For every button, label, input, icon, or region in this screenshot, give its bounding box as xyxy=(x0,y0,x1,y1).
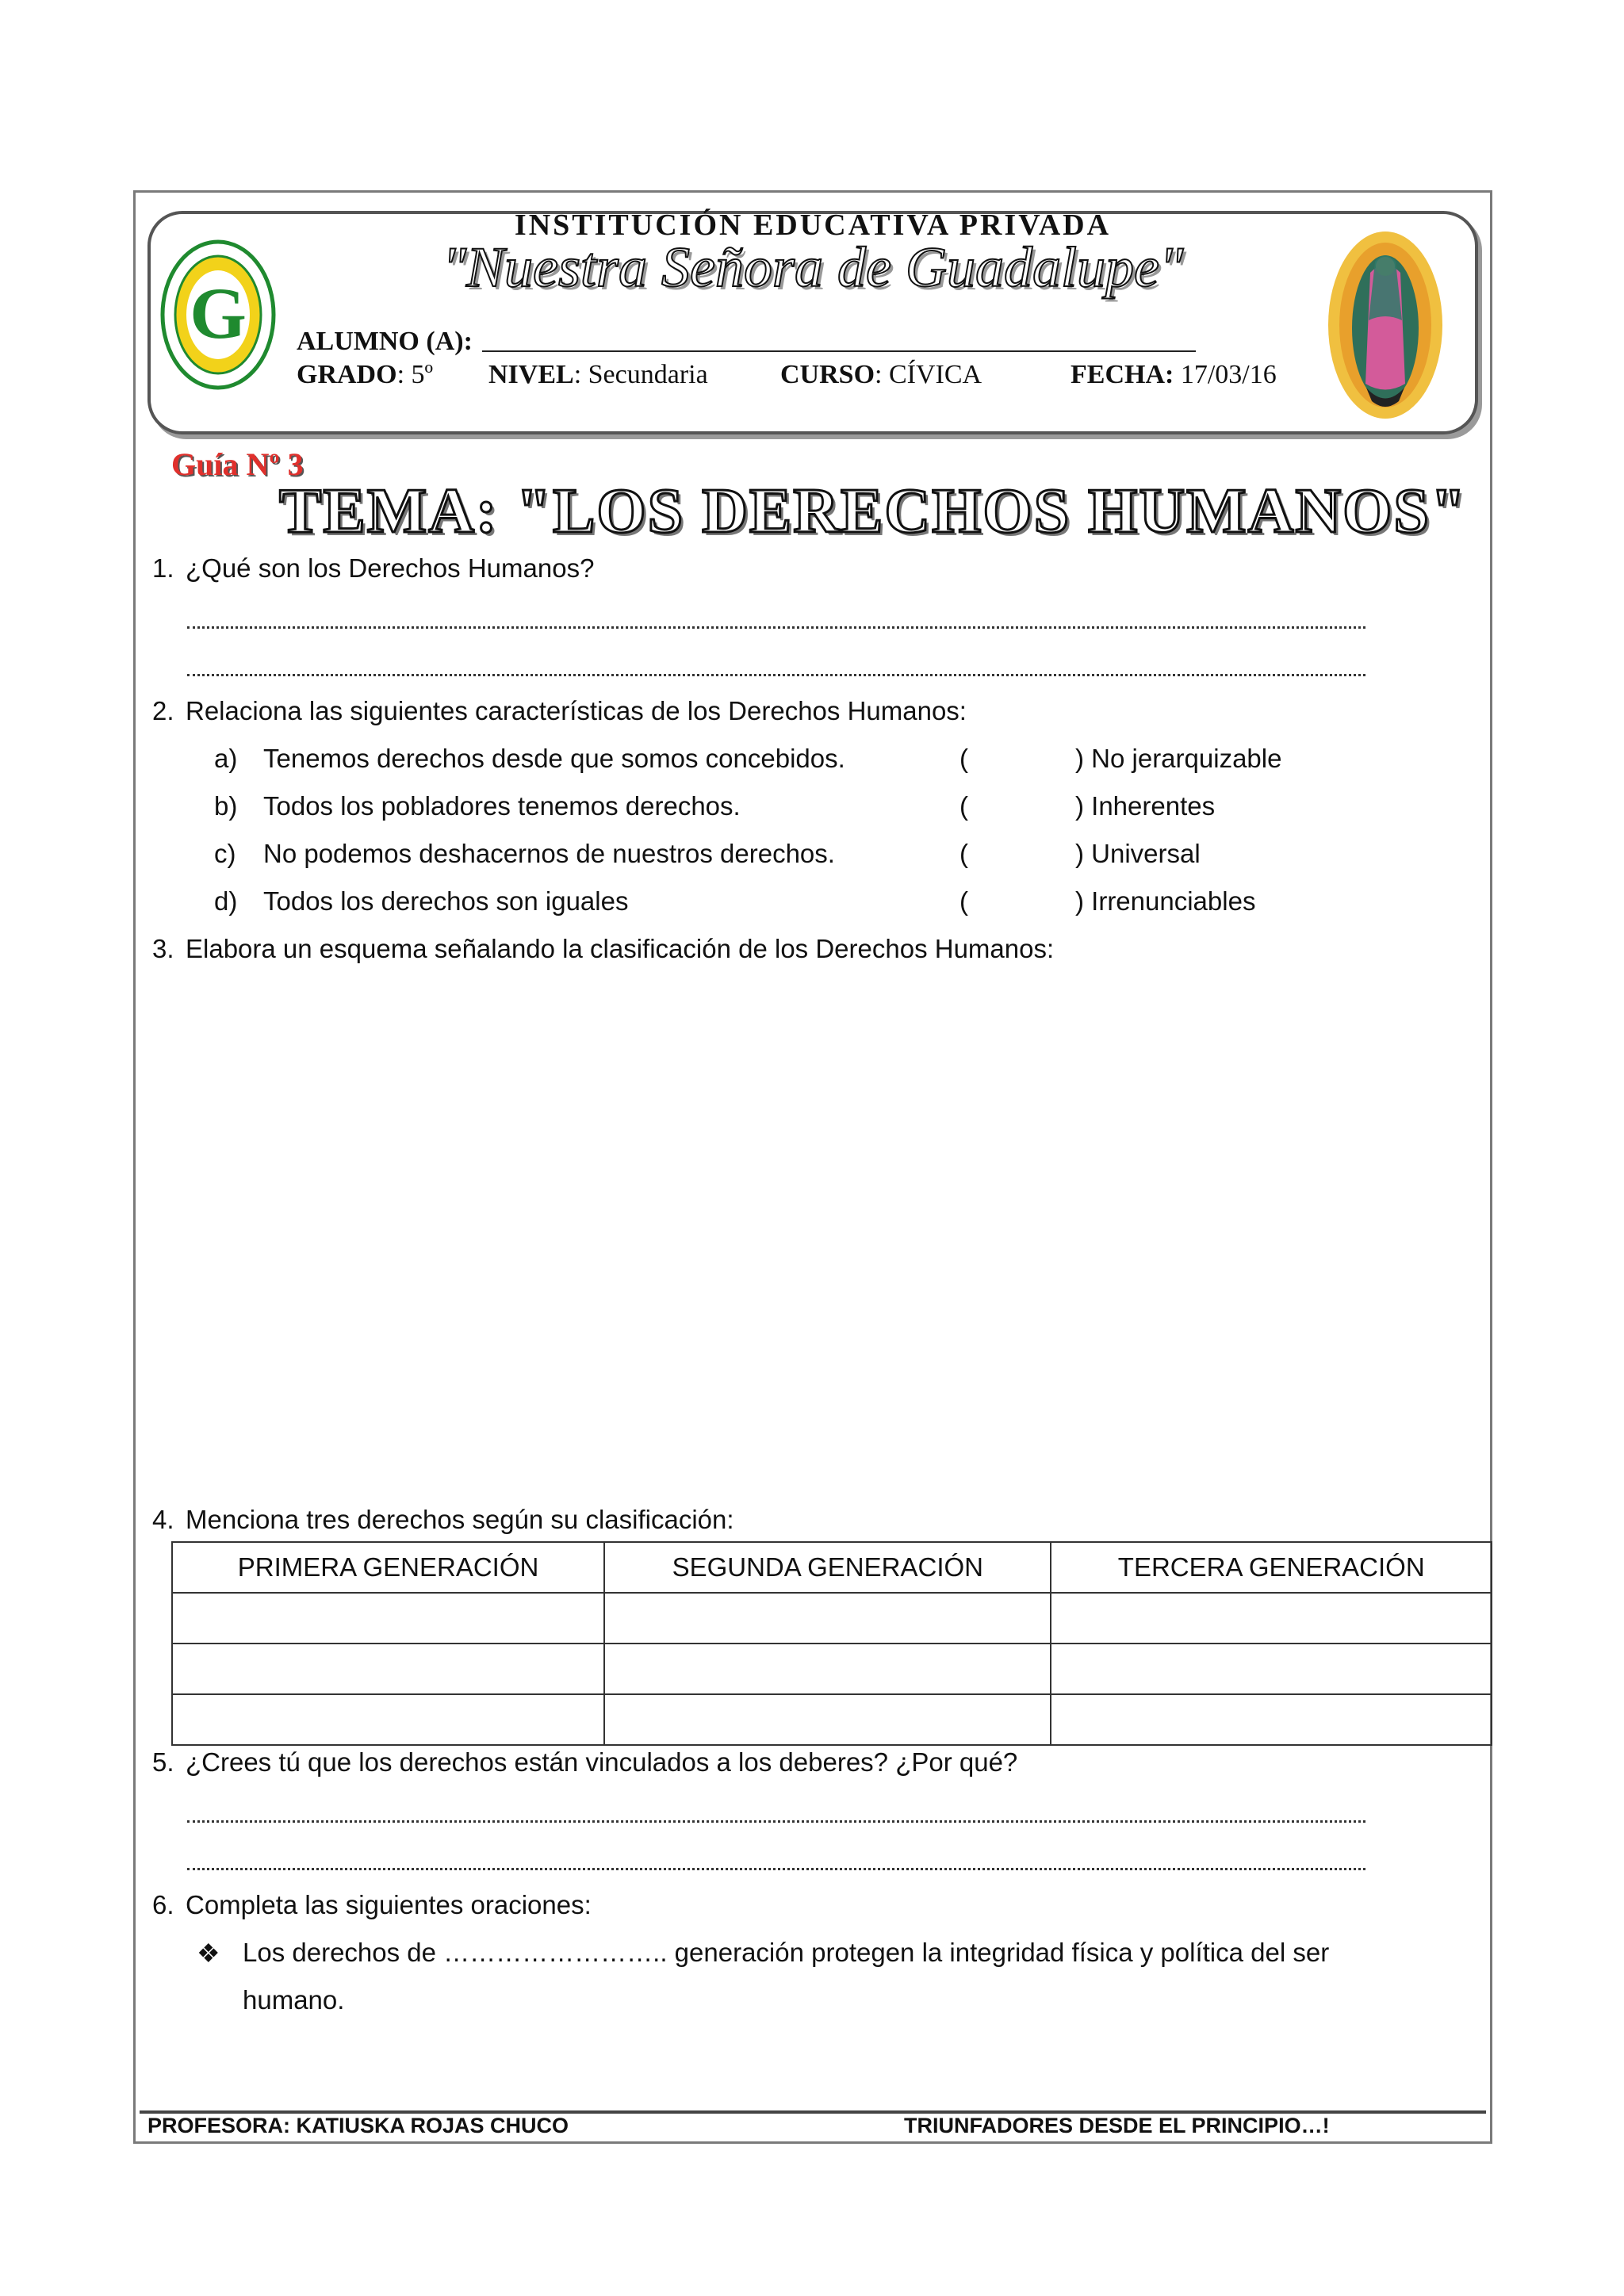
match-letter: c) xyxy=(214,839,236,868)
question-text: ¿Crees tú que los derechos están vinculados a los deberes? ¿Por qué? xyxy=(186,1747,1018,1777)
table-cell[interactable] xyxy=(604,1593,1051,1644)
guia-number: Guía Nº 3 xyxy=(171,446,304,482)
bullet-diamond-icon: ❖ xyxy=(197,1938,220,1968)
answer-line[interactable] xyxy=(187,1868,1365,1870)
table-header: TERCERA GENERACIÓN xyxy=(1051,1542,1492,1593)
grado-value: : 5º xyxy=(396,360,434,389)
match-letter: a) xyxy=(214,744,238,773)
logo-letter: G xyxy=(190,273,247,354)
alumno-input-line[interactable] xyxy=(482,350,1196,352)
diagram-drawing-area[interactable] xyxy=(159,975,1475,1483)
school-name: "Nuestra Señora de Guadalupe" xyxy=(442,235,1184,299)
question-3 xyxy=(152,934,1054,964)
question-2 xyxy=(152,696,967,726)
table-row xyxy=(172,1644,1492,1694)
question-text: Relaciona las siguientes características de los Derechos Humanos: xyxy=(186,696,967,725)
table-cell[interactable] xyxy=(604,1644,1051,1694)
completion-sentence-end: humano. xyxy=(243,1985,345,2015)
table-cell[interactable] xyxy=(1051,1593,1492,1644)
match-option: ) Irrenunciables xyxy=(1075,886,1256,916)
table-header-row xyxy=(172,1542,1492,1593)
fecha-value: 17/03/16 xyxy=(1174,360,1277,389)
match-letter: d) xyxy=(214,886,238,916)
fecha-field xyxy=(1071,360,1277,390)
table-cell[interactable] xyxy=(1051,1694,1492,1745)
virgin-of-guadalupe-image xyxy=(1323,225,1448,425)
table-cell[interactable] xyxy=(172,1644,604,1694)
question-text: Elabora un esquema señalando la clasificación de los Derechos Humanos: xyxy=(186,934,1055,963)
footer-motto: TRIUNFADORES DESDE EL PRINCIPIO…! xyxy=(904,2114,1330,2137)
question-number: 2. xyxy=(152,696,174,725)
school-logo xyxy=(160,239,276,390)
match-statement: Todos los pobladores tenemos derechos. xyxy=(263,791,741,821)
question-number: 4. xyxy=(152,1505,174,1534)
answer-line[interactable] xyxy=(187,1820,1365,1823)
question-5 xyxy=(152,1747,1017,1777)
table-cell[interactable] xyxy=(172,1694,604,1745)
match-option: ) Inherentes xyxy=(1075,791,1216,821)
question-number: 6. xyxy=(152,1890,174,1919)
nivel-field xyxy=(488,360,708,390)
question-4 xyxy=(152,1505,734,1535)
match-option: ) Universal xyxy=(1075,839,1201,868)
table-cell[interactable] xyxy=(1051,1644,1492,1694)
curso-label: CURSO xyxy=(780,360,875,389)
answer-line[interactable] xyxy=(187,674,1365,676)
question-number: 3. xyxy=(152,934,174,963)
question-number: 1. xyxy=(152,553,174,583)
nivel-value: : Secundaria xyxy=(573,360,708,389)
completion-sentence: Los derechos de …………………….. generación protegen la integridad física y política del ser xyxy=(243,1938,1330,1967)
question-text: Menciona tres derechos según su clasificación: xyxy=(186,1505,734,1534)
alumno-label: ALUMNO (A): xyxy=(297,327,473,356)
table-row xyxy=(172,1694,1492,1745)
table-header: SEGUNDA GENERACIÓN xyxy=(604,1542,1051,1593)
answer-line[interactable] xyxy=(187,626,1365,629)
question-1 xyxy=(152,553,594,584)
footer-teacher: PROFESORA: KATIUSKA ROJAS CHUCO xyxy=(147,2114,569,2137)
generations-table xyxy=(171,1541,1492,1746)
grado-label: GRADO xyxy=(297,360,397,389)
match-paren[interactable]: ( xyxy=(959,839,968,868)
question-number: 5. xyxy=(152,1747,174,1777)
alumno-field xyxy=(297,327,473,357)
grado-field xyxy=(297,360,433,390)
match-paren[interactable]: ( xyxy=(959,744,968,773)
match-statement: Tenemos derechos desde que somos concebidos. xyxy=(263,744,845,773)
table-row xyxy=(172,1593,1492,1644)
match-paren[interactable]: ( xyxy=(959,791,968,821)
match-statement: Todos los derechos son iguales xyxy=(263,886,629,916)
table-cell[interactable] xyxy=(172,1593,604,1644)
nivel-label: NIVEL xyxy=(488,360,574,389)
match-letter: b) xyxy=(214,791,238,821)
question-text: Completa las siguientes oraciones: xyxy=(186,1890,592,1919)
table-header: PRIMERA GENERACIÓN xyxy=(172,1542,604,1593)
match-paren[interactable]: ( xyxy=(959,886,968,916)
curso-field xyxy=(780,360,982,390)
curso-value: : CÍVICA xyxy=(875,360,982,389)
table-cell[interactable] xyxy=(604,1694,1051,1745)
fecha-label: FECHA: xyxy=(1071,360,1174,389)
question-text: ¿Qué son los Derechos Humanos? xyxy=(186,553,595,583)
match-option: ) No jerarquizable xyxy=(1075,744,1282,773)
question-6 xyxy=(152,1890,592,1920)
institution-title: INSTITUCIÓN EDUCATIVA PRIVADA xyxy=(514,209,1112,242)
match-statement: No podemos deshacernos de nuestros derechos. xyxy=(263,839,835,868)
tema-title: TEMA: "LOS DERECHOS HUMANOS" xyxy=(279,476,1468,546)
